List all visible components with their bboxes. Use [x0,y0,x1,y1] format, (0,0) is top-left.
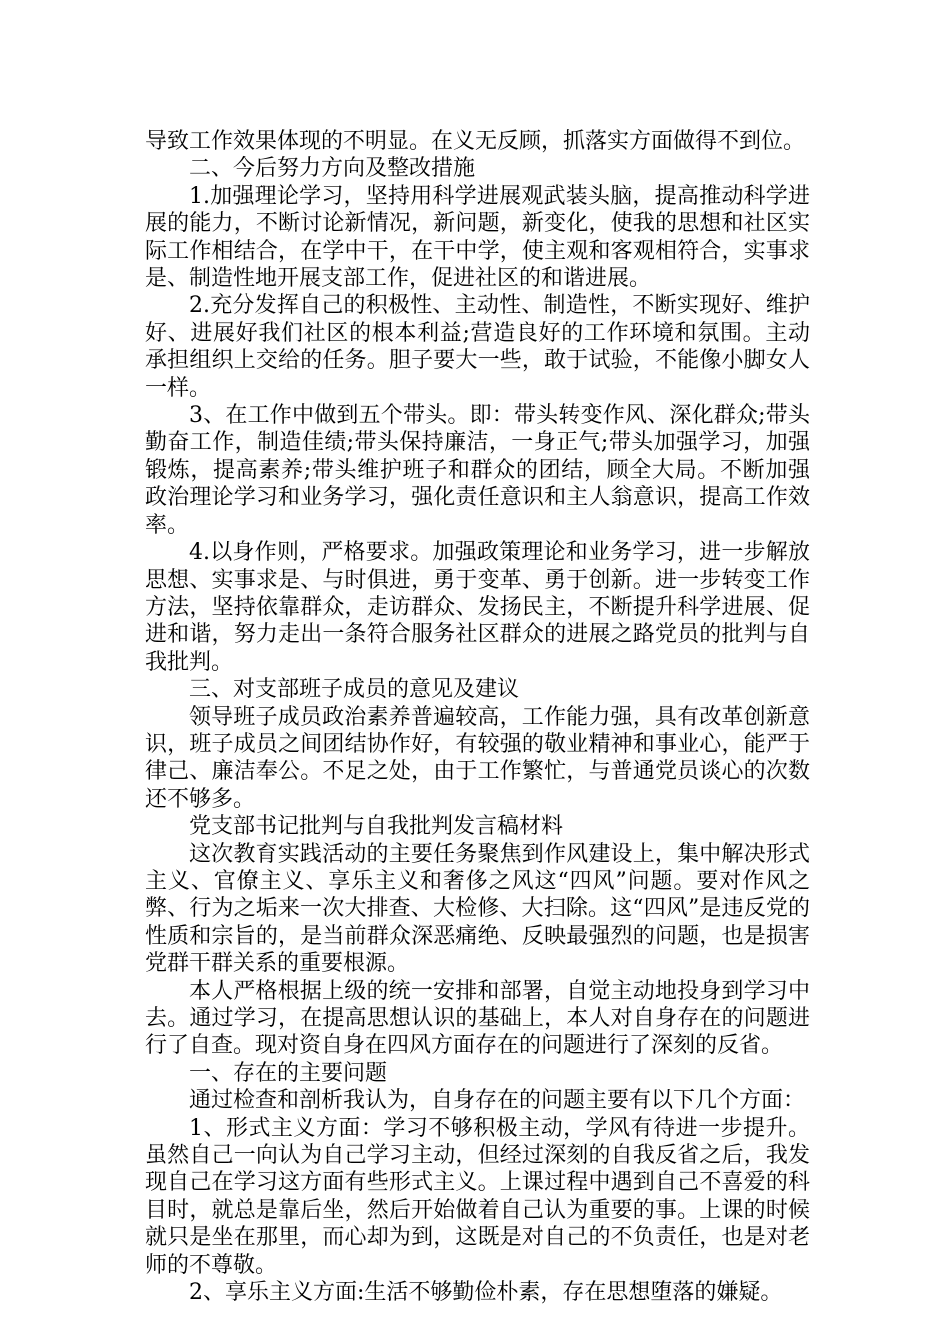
paragraph-measure-1: 1.加强理论学习，坚持用科学进展观武装头脑，提高推动科学进展的能力，不断讨论新情况，新问题，新变化，使我的思想和社区实际工作相结合，在学中干，在干中学，使主观和客观相符合，实事求是、制造性地开展支部工作，促进社区的和谐进展。 [145,183,810,292]
heading-opinions: 三、对支部班子成员的意见及建议 [189,677,520,703]
paragraph-measure-2: 2.充分发挥自己的积极性、主动性、制造性，不断实现好、维护好、进展好我们社区的根本利益;营造良好的工作环境和氛围。主动承担组织上交给的任务。胆子要大一些，敢于试验，不能像小脚女人一样。 [145,293,810,401]
paragraph-measure-4: 4.以身作则，严格要求。加强政策理论和业务学习，进一步解放思想、实事求是、与时俱进，勇于变革、勇于创新。进一步转变工作方法，坚持依靠群众，走访群众、发扬民主，不断提升科学进展、促进和谐，努力走出一条符合服务社区群众的进展之路党员的批判与自我批判。 [145,540,810,675]
heading-main-problems: 一、存在的主要问题 [189,1060,388,1086]
paragraph-task-focus: 这次教育实践活动的主要任务聚焦到作风建设上，集中解决形式主义、官僚主义、享乐主义和奢侈之风这“四风”问题。要对作风之弊、行为之垢来一次大排查、大检修、大扫除。这“四风”是违反党的性质和宗旨的，是当前群众深恶痛绝、反映最强烈的问题，也是损害党群干群关系的重要根源。 [145,841,810,977]
paragraph-problem-hedonism: 2、享乐主义方面:生活不够勤俭朴素，存在思想堕落的嫌疑。 [189,1280,783,1306]
paragraph-intro-continuation: 导致工作效果体现的不明显。在义无反顾，抓落实方面做得不到位。 [145,129,806,154]
document-page [145,128,810,1306]
paragraph-self-check: 本人严格根据上级的统一安排和部署，自觉主动地投身到学习中去。通过学习，在提高思想认识的基础上，本人对自身存在的问题进行了自查。现对资自身在四风方面存在的问题进行了深刻的反省。 [145,978,810,1059]
paragraph-problems-intro: 通过检查和剖析我认为，自身存在的问题主要有以下几个方面： [189,1088,806,1114]
heading-future-efforts: 二、今后努力方向及整改措施 [189,156,476,182]
paragraph-problem-formalism: 1、形式主义方面：学习不够积极主动，学风有待进一步提升。虽然自己一向认为自己学习主动，但经过深刻的自我反省之后，我发现自己在学习这方面有些形式主义。上课过程中遇到自己不喜爱的科目时，就总是靠后坐，然后开始做着自己认为重要的事。上课的时候就只是坐在那里，而心却为到，这既是对自己的不负责任，也是对老师的不尊敬。 [145,1115,810,1278]
heading-speech-title: 党支部书记批判与自我批判发言稿材料 [189,814,564,840]
paragraph-opinions: 领导班子成员政治素养普遍较高，工作能力强，具有改革创新意识，班子成员之间团结协作好，有较强的敬业精神和事业心，能严于律己、廉洁奉公。不足之处，由于工作繁忙，与普通党员谈心的次数还不够多。 [145,704,810,812]
paragraph-measure-3: 3、在工作中做到五个带头。即：带头转变作风、深化群众;带头勤奋工作，制造佳绩;带头保持廉洁，一身正气;带头加强学习，加强锻炼，提高素养;带头维护班子和群众的团结，顾全大局。不断加强政治理论学习和业务学习，强化责任意识和主人翁意识，提高工作效率。 [145,403,810,538]
